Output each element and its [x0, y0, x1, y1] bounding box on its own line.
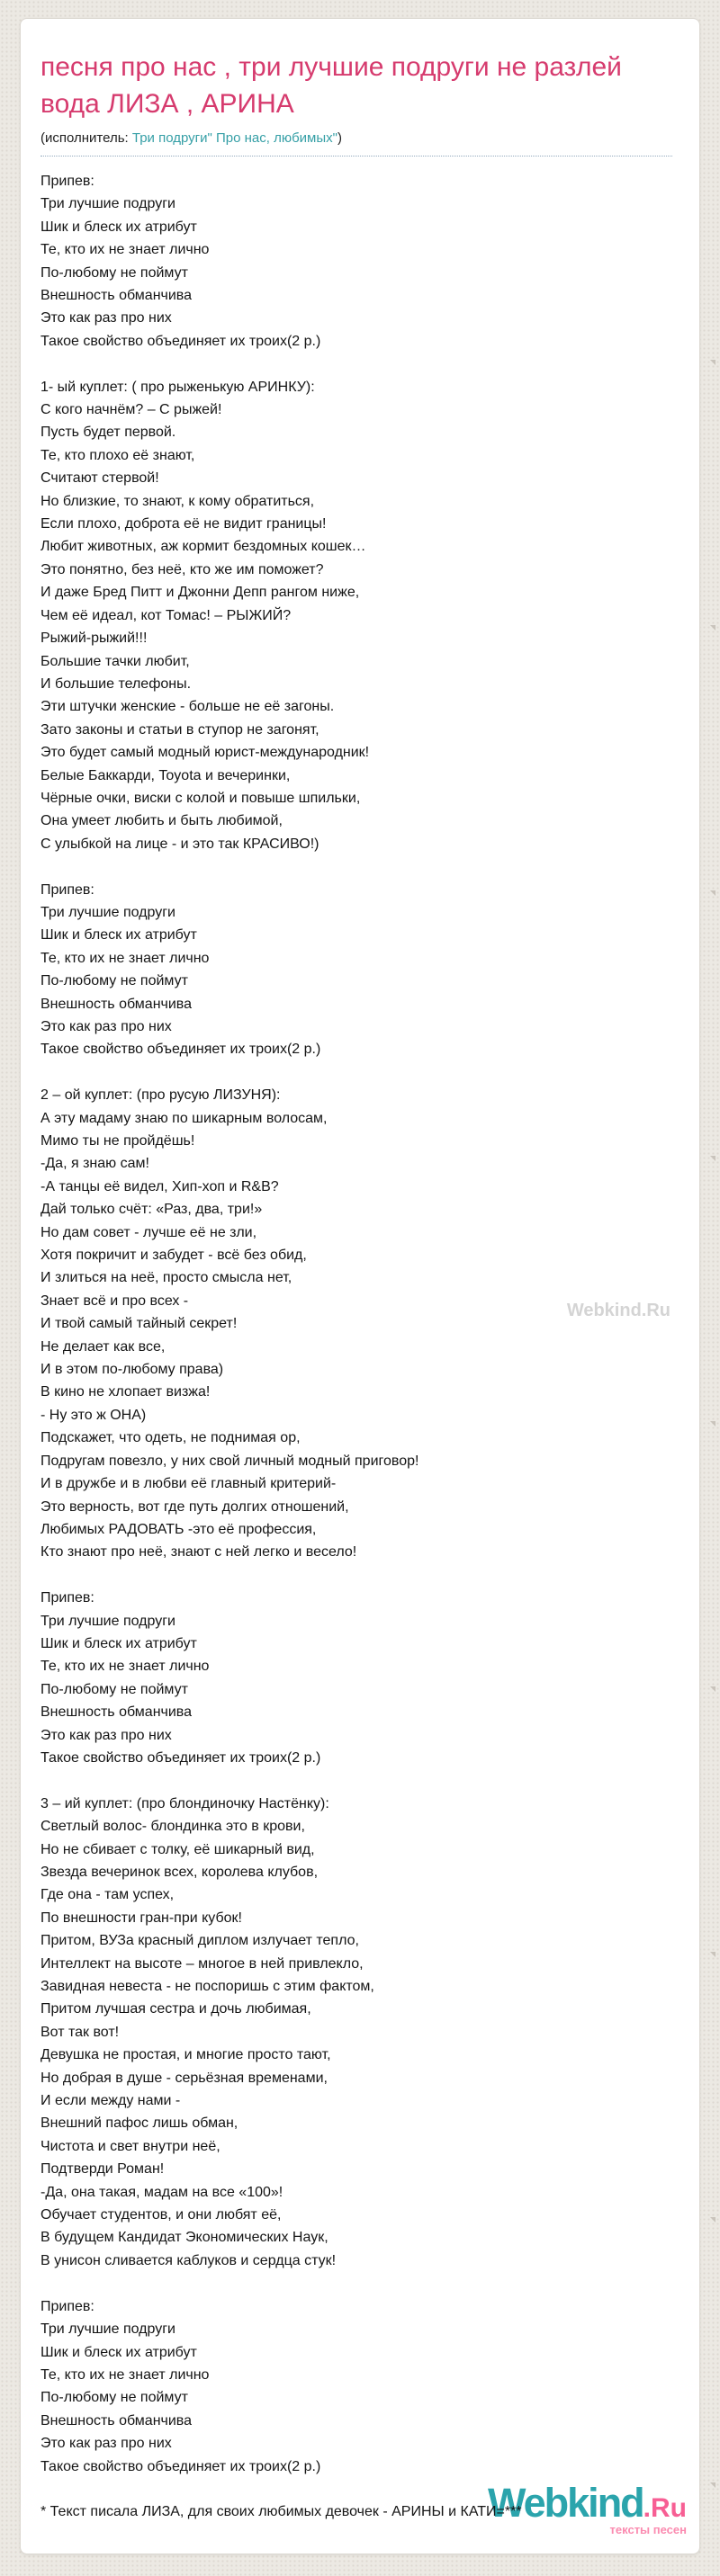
lyric-line: 2 – ой куплет: (про русую ЛИЗУНЯ): — [40, 1087, 281, 1104]
lyrics — [40, 170, 672, 2478]
lyric-line: Внешность обманчива — [40, 2412, 193, 2428]
lyric-line: В кино не хлопает визжа! — [40, 1384, 211, 1400]
artist-suffix: ) — [337, 130, 342, 146]
lyric-line: Внешний пафос лишь обман, — [40, 2115, 238, 2132]
lyric-line: И в дружбе и в любви её главный критерий- — [40, 1476, 337, 1492]
lyric-line: Звезда вечеринок всех, королева клубов, — [40, 1864, 319, 1880]
webkind-logo-tagline: тексты песен — [609, 2523, 687, 2536]
lyric-line: В унисон сливается каблуков и сердца стук! — [40, 2252, 337, 2268]
lyric-line: Подругам повезло, у них свой личный модный приговор! — [40, 1453, 419, 1469]
lyric-line: И злиться на неё, просто смысла нет, — [40, 1270, 292, 1286]
margin-arrow-icon — [710, 890, 716, 896]
lyric-line: И в этом по-любому права) — [40, 1362, 224, 1378]
lyric-line: По-любому не поймут — [40, 264, 188, 281]
lyric-line: - Ну это ж ОНА) — [40, 1407, 147, 1423]
lyric-line: Те, кто их не знает лично — [40, 1659, 210, 1675]
lyric-line: Завидная невеста - не поспоришь с этим фактом, — [40, 1979, 374, 1995]
lyric-line: Обучает студентов, и они любят её, — [40, 2207, 282, 2223]
lyric-line: Это как раз про них — [40, 2436, 172, 2452]
webkind-logo-suffix: .Ru — [643, 2493, 687, 2523]
margin-arrow-icon — [710, 1686, 716, 1692]
lyric-line: Три лучшие подруги — [40, 904, 176, 920]
lyric-line: А эту мадаму знаю по шикарным волосам, — [40, 1110, 328, 1126]
margin-arrow-icon — [710, 2482, 716, 2488]
lyric-line: Те, кто их не знает лично — [40, 242, 210, 258]
lyric-line: Такое свойство объединяет их троих(2 р.) — [40, 1749, 321, 1766]
lyric-line: Притом лучшая сестра и дочь любимая, — [40, 2001, 311, 2017]
lyric-line: Где она - там успех, — [40, 1887, 175, 1903]
lyric-line: Большие тачки любит, — [40, 653, 190, 669]
lyric-line: Те, кто их не знает лично — [40, 950, 210, 966]
lyric-line: Припев: — [40, 174, 94, 189]
lyric-line: И твой самый тайный секрет! — [40, 1316, 238, 1332]
lyric-line: Пусть будет первой. — [40, 425, 176, 441]
lyric-line: Интеллект на высоте – многое в ней привлекло, — [40, 1955, 364, 1972]
lyric-line: Хотя покричит и забудет - всё без обид, — [40, 1248, 307, 1264]
lyric-line: 3 – ий куплет: (про блондиночку Настёнку): — [40, 1795, 329, 1811]
lyrics-block-chorus — [40, 170, 672, 353]
margin-arrow-icon — [710, 1156, 716, 1161]
credit-line: * Текст писала ЛИЗА, для своих любимых девочек - АРИНЫ и КАТИ=*** — [40, 2504, 522, 2520]
lyric-line: Притом, ВУЗа красный диплом излучает тепло, — [40, 1933, 359, 1949]
lyric-line: Это как раз про них — [40, 1727, 172, 1743]
margin-arrow-icon — [710, 625, 716, 631]
lyric-line: Такое свойство объединяет их троих(2 р.) — [40, 333, 321, 349]
lyric-line: Знает всё и про всех - — [40, 1292, 189, 1309]
lyric-line: Шик и блеск их атрибут — [40, 219, 197, 235]
lyrics-block-verse — [40, 1793, 672, 2273]
lyric-line: Рыжий-рыжий!!! — [40, 631, 148, 647]
lyric-line: Но дам совет - лучше её не зли, — [40, 1224, 257, 1240]
lyric-line: Любимых РАДОВАТЬ -это её профессия, — [40, 1521, 317, 1537]
lyrics-block-chorus — [40, 1587, 672, 1769]
lyric-line: Те, кто плохо её знают, — [40, 447, 195, 463]
lyric-line: Светлый волос- блондинка это в крови, — [40, 1819, 305, 1835]
lyric-line: Те, кто их не знает лично — [40, 2366, 210, 2383]
lyrics-block-chorus — [40, 2295, 672, 2478]
lyric-line: Три лучшие подруги — [40, 2321, 176, 2338]
lyric-line: Не делает как все, — [40, 1338, 166, 1355]
lyric-line: Это понятно, без неё, кто же им поможет? — [40, 561, 324, 577]
lyric-line: Подскажет, что одеть, не поднимая ор, — [40, 1430, 301, 1446]
lyric-line: Мимо ты не пройдёшь! — [40, 1133, 195, 1149]
lyric-line: Это как раз про них — [40, 1019, 172, 1034]
lyric-line: Считают стервой! — [40, 470, 159, 487]
lyrics-card — [20, 18, 700, 2554]
margin-arrow-icon — [710, 2217, 716, 2223]
lyric-line: Чем её идеал, кот Томас! – РЫЖИЙ? — [40, 607, 292, 623]
lyric-line: Белые Баккарди, Toyota и вечеринки, — [40, 767, 291, 783]
lyric-line: По-любому не поймут — [40, 2390, 188, 2406]
lyrics-block-chorus — [40, 879, 672, 1061]
lyric-line: С улыбкой на лице - и это так КРАСИВО!) — [40, 836, 320, 852]
lyric-line: По-любому не поймут — [40, 1681, 188, 1697]
lyric-line: По-любому не поймут — [40, 973, 188, 989]
margin-arrow-icon — [710, 360, 716, 365]
lyric-line: Шик и блеск их атрибут — [40, 1635, 197, 1651]
lyric-line: Она умеет любить и быть любимой, — [40, 813, 283, 829]
webkind-logo-main: Webkind — [487, 2480, 644, 2526]
lyric-line: Это как раз про них — [40, 310, 172, 326]
lyric-line: Чёрные очки, виски с колой и повыше шпильки, — [40, 790, 361, 806]
artist-link[interactable]: Три подруги" Про нас, любимых" — [131, 130, 338, 146]
lyric-line: Такое свойство объединяет их троих(2 р.) — [40, 1042, 321, 1058]
lyric-line: Дай только счёт: «Раз, два, три!» — [40, 1202, 263, 1218]
margin-arrow-icon — [710, 1952, 716, 1957]
artist-row — [40, 130, 672, 157]
lyric-line: Кто знают про неё, знают с ней легко и весело! — [40, 1544, 357, 1561]
lyric-line: В будущем Кандидат Экономических Наук, — [40, 2230, 328, 2246]
lyric-line: Припев: — [40, 2298, 94, 2314]
lyric-line: По внешности гран-при кубок! — [40, 1910, 242, 1926]
lyric-line: Припев: — [40, 1590, 94, 1606]
lyric-line: Внешность обманчива — [40, 1704, 193, 1721]
lyrics-block-verse — [40, 376, 672, 856]
lyrics-block-verse — [40, 1084, 672, 1564]
lyric-line: 1- ый куплет: ( про рыженькую АРИНКУ): — [40, 379, 315, 395]
lyric-line: Зато законы и статьи в ступор не загонят, — [40, 721, 320, 738]
lyric-line: Припев: — [40, 881, 94, 898]
lyric-line: Внешность обманчива — [40, 288, 193, 304]
page-title: песня про нас , три лучшие подруги не разлей вода ЛИЗА , АРИНА — [40, 52, 622, 119]
lyric-line: И большие телефоны. — [40, 675, 192, 692]
lyric-line: Чистота и свет внутри неё, — [40, 2138, 220, 2154]
webkind-watermark: Webkind.Ru — [566, 1301, 670, 1320]
lyric-line: Три лучшие подруги — [40, 196, 176, 212]
lyric-line: Это будет самый модный юрист-международник! — [40, 745, 370, 761]
lyric-line: -А танцы её видел, Хип-хоп и R&B? — [40, 1178, 279, 1194]
lyric-line: И даже Бред Питт и Джонни Депп рангом ниже, — [40, 585, 360, 601]
artist-label: (исполнитель: — [40, 130, 132, 146]
lyric-line: Если плохо, доброта её не видит границы! — [40, 516, 327, 532]
lyric-line: Шик и блеск их атрибут — [40, 927, 197, 944]
margin-arrow-icon — [710, 1421, 716, 1427]
lyric-line: Три лучшие подруги — [40, 1613, 176, 1629]
lyric-line: Девушка не простая, и многие просто тают, — [40, 2047, 331, 2063]
lyric-line: Подтверди Роман! — [40, 2161, 165, 2178]
lyric-line: С кого начнём? – С рыжей! — [40, 402, 222, 418]
lyric-line: -Да, я знаю сам! — [40, 1156, 149, 1172]
lyric-line: Это верность, вот где путь долгих отношений, — [40, 1498, 349, 1515]
lyric-line: Но не сбивает с толку, её шикарный вид, — [40, 1841, 315, 1857]
lyric-line: Но добрая в душе - серьёзная временами, — [40, 2070, 328, 2086]
lyric-line: Эти штучки женские - больше не её загоны. — [40, 699, 335, 715]
lyric-line: Любит животных, аж кормит бездомных кошек… — [40, 539, 366, 555]
lyric-line: Такое свойство объединяет их троих(2 р.) — [40, 2458, 321, 2474]
lyric-line: Шик и блеск их атрибут — [40, 2344, 197, 2360]
lyric-line: Вот так вот! — [40, 2024, 120, 2040]
lyric-line: И если между нами - — [40, 2093, 181, 2109]
lyric-line: -Да, она такая, мадам на все «100»! — [40, 2184, 284, 2200]
lyric-line: Внешность обманчива — [40, 996, 193, 1012]
lyric-line: Но близкие, то знают, к кому обратиться, — [40, 493, 315, 509]
